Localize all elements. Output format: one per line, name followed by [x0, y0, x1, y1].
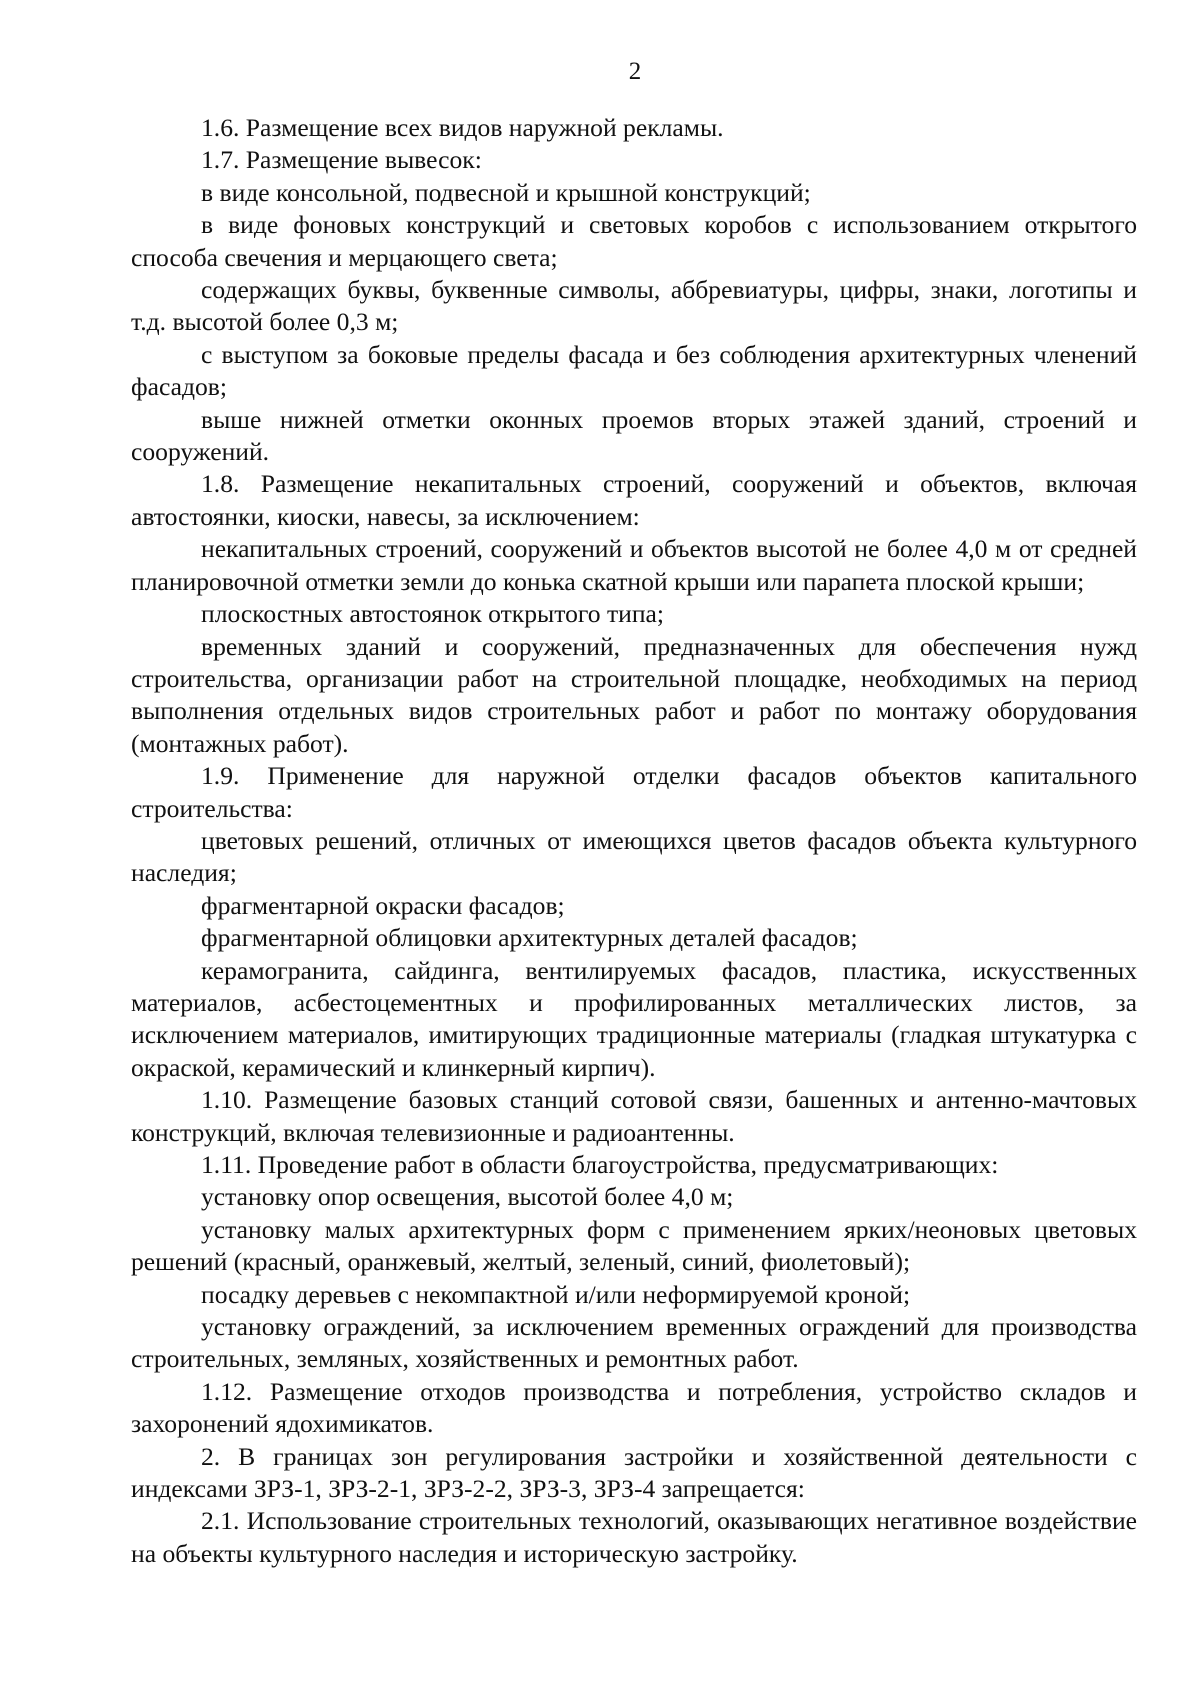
- list-item: временных зданий и сооружений, предназначенных для обеспечения нужд строительства, организации работ на строительной площадке, необходимых на период выполнения отдельных видов строительных работ и работ по монтажу оборудования (монтажных работ).: [131, 631, 1137, 758]
- list-item: в виде фоновых конструкций и световых коробов с использованием открытого способа свечения и мерцающего света;: [131, 210, 1137, 272]
- list-item: содержащих буквы, буквенные символы, аббревиатуры, цифры, знаки, логотипы и т.д. высотой более 0,3 м;: [131, 275, 1137, 337]
- clause-1-8: 1.8. Размещение некапитальных строений, сооружений и объектов, включая автостоянки, киоски, навесы, за исключением:: [131, 469, 1137, 531]
- clause-1-7: 1.7. Размещение вывесок:: [201, 145, 482, 175]
- list-item: плоскостных автостоянок открытого типа;: [201, 599, 664, 629]
- document-body: [131, 112, 1137, 1570]
- clause-1-9: 1.9. Применение для наружной отделки фасадов объектов капитального строительства:: [131, 761, 1137, 823]
- page-number: 2: [628, 58, 642, 85]
- clause-1-6: 1.6. Размещение всех видов наружной рекламы.: [201, 113, 724, 142]
- list-item: керамогранита, сайдинга, вентилируемых фасадов, пластика, искусственных материалов, асбестоцементных и профилированных металлических листов, за исключением материалов, имитирующих традиционные материалы (гладкая штукатурка с окраской, керамический и клинкерный кирпич).: [131, 955, 1137, 1082]
- list-item: некапитальных строений, сооружений и объектов высотой не более 4,0 м от средней планировочной отметки земли до конька скатной крыши или парапета плоской крыши;: [131, 534, 1137, 596]
- list-item: фрагментарной облицовки архитектурных деталей фасадов;: [201, 923, 858, 953]
- list-item: цветовых решений, отличных от имеющихся цветов фасадов объекта культурного наследия;: [131, 825, 1137, 888]
- clause-1-11: 1.11. Проведение работ в области благоустройства, предусматривающих:: [201, 1150, 999, 1179]
- list-item: в виде консольной, подвесной и крышной конструкций;: [201, 177, 811, 207]
- list-item: установку опор освещения, высотой более 4,0 м;: [201, 1182, 734, 1212]
- list-item: посадку деревьев с некомпактной и/или неформируемой кроной;: [201, 1279, 911, 1309]
- clause-1-12: 1.12. Размещение отходов производства и потребления, устройство складов и захоронений ядохимикатов.: [131, 1376, 1137, 1439]
- list-item: с выступом за боковые пределы фасада и без соблюдения архитектурных членений фасадов;: [131, 339, 1137, 402]
- list-item: выше нижней отметки оконных проемов вторых этажей зданий, строений и сооружений.: [131, 404, 1137, 467]
- list-item: фрагментарной окраски фасадов;: [201, 890, 565, 920]
- clause-2-1: 2.1. Использование строительных технологий, оказывающих негативное воздействие на объекты культурного наследия и историческую застройку.: [131, 1506, 1137, 1568]
- list-item: установку малых архитектурных форм с применением ярких/неоновых цветовых решений (красный, оранжевый, желтый, зеленый, синий, фиолетовый);: [131, 1214, 1137, 1277]
- clause-1-10: 1.10. Размещение базовых станций сотовой связи, башенных и антенно-мачтовых конструкций, включая телевизионные и радиоантенны.: [131, 1085, 1137, 1147]
- list-item: установку ограждений, за исключением временных ограждений для производства строительных, земляных, хозяйственных и ремонтных работ.: [131, 1312, 1137, 1374]
- clause-2: 2. В границах зон регулирования застройки и хозяйственной деятельности с индексами ЗРЗ-1, ЗРЗ-2-1, ЗРЗ-2-2, ЗРЗ-3, ЗРЗ-4 запрещается:: [131, 1441, 1137, 1504]
